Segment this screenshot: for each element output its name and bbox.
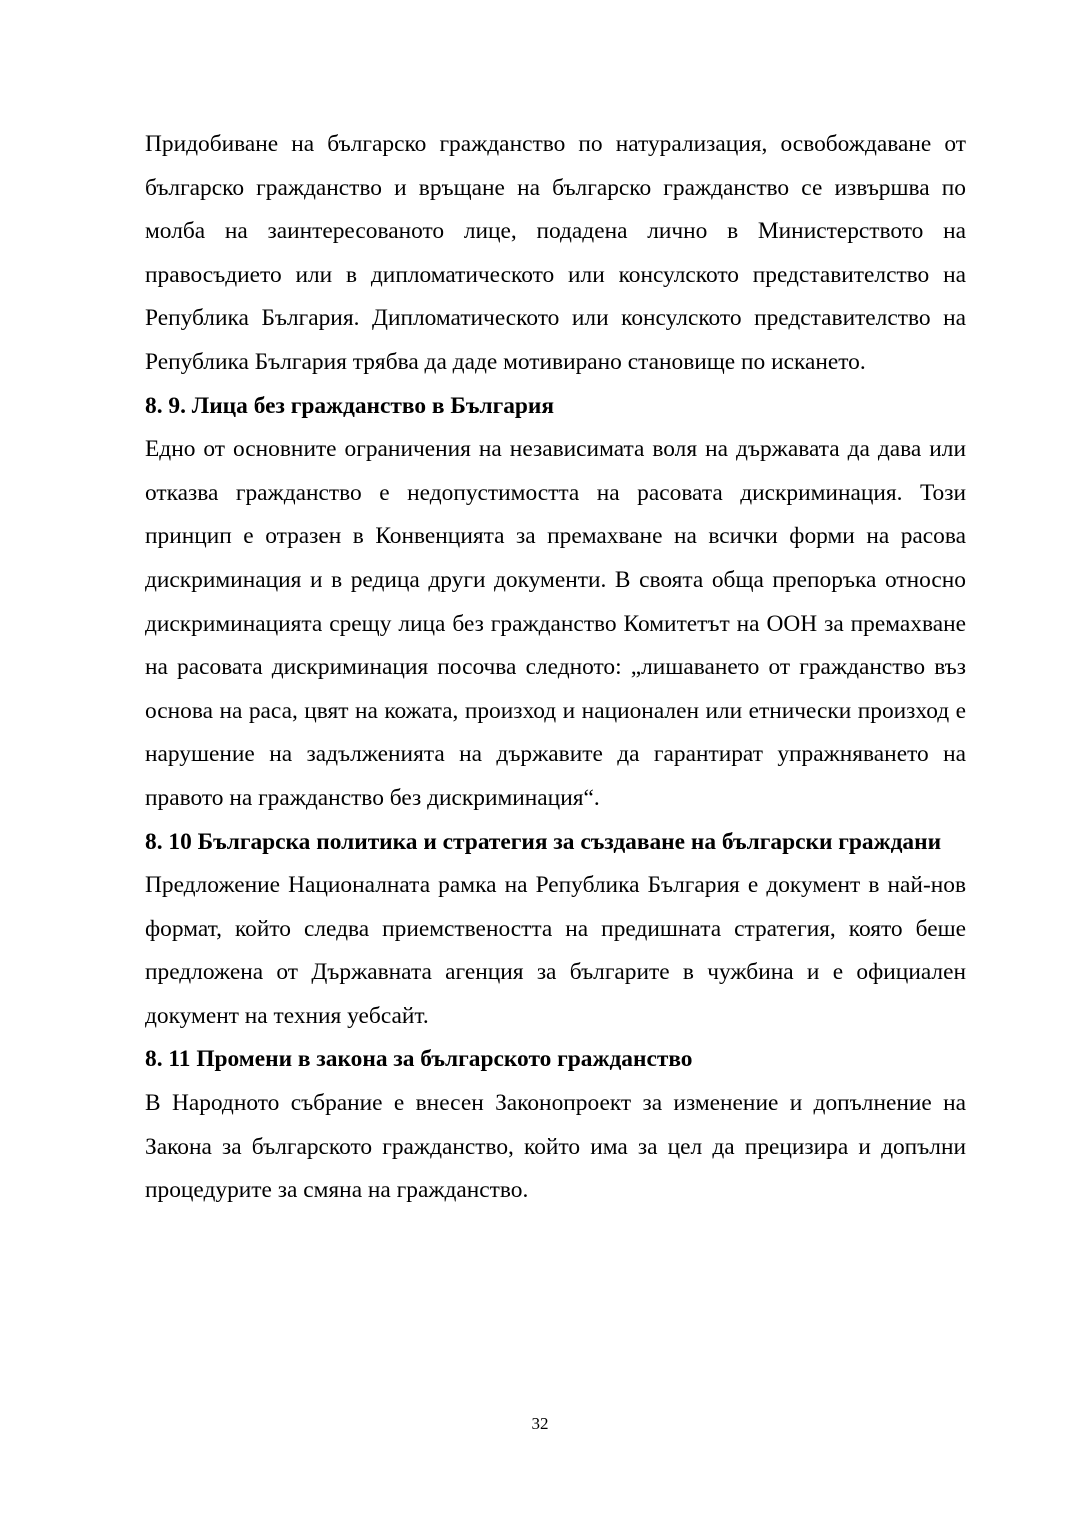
paragraph-stateless-persons: Едно от основните ограничения на независимата воля на държавата да дава или отказва гражданство е недопустимостта на расовата дискриминация. Този принцип е отразен в Конвенцията за премахване на всички форми на расова дискриминация и в редица други документи. В своята обща препоръка относно дискриминацията срещу лица без гражданство Комитетът на ООН за премахване на расовата дискриминация посочва следното: „лишаването от гражданство въз основа на раса, цвят на кожата, произход и национален или етнически произход е нарушение на задълженията на държавите да гарантират упражняването на правото на гражданство без дискриминация“. xyxy=(145,436,966,811)
paragraph-naturalization: Придобиване на българско гражданство по натурализация, освобождаване от българско гражданство и връщане на българско гражданство се извършва по молба на заинтересованото лице, подадена лично в Министерството на правосъдието или в дипломатическото или консулското представителство на Република България. Дипломатическото или консулското представителство на Република България трябва да даде мотивирано становище по искането. xyxy=(145,131,966,375)
section-heading-8-11: 8. 11 Промени в закона за българското гражданство xyxy=(145,1046,693,1073)
section-heading-8-9: 8. 9. Лица без гражданство в България xyxy=(145,392,555,419)
page-content xyxy=(145,123,966,1213)
paragraph-national-framework: Предложение Националната рамка на Република България е документ в най-нов формат, който следва приемствеността на предишната стратегия, която беше предложена от Държавната агенция за българите в чужбина и е официален документ на техния уебсайт. xyxy=(145,872,966,1029)
page-number: 32 xyxy=(531,1414,549,1433)
paragraph-law-amendments: В Народното събрание е внесен Законопроект за изменение и допълнение на Закона за българското гражданство, който има за цел да прецизира и допълни процедурите за смяна на гражданство. xyxy=(145,1090,966,1204)
section-heading-8-10: 8. 10 Българска политика и стратегия за създаване на български граждани xyxy=(145,828,942,855)
